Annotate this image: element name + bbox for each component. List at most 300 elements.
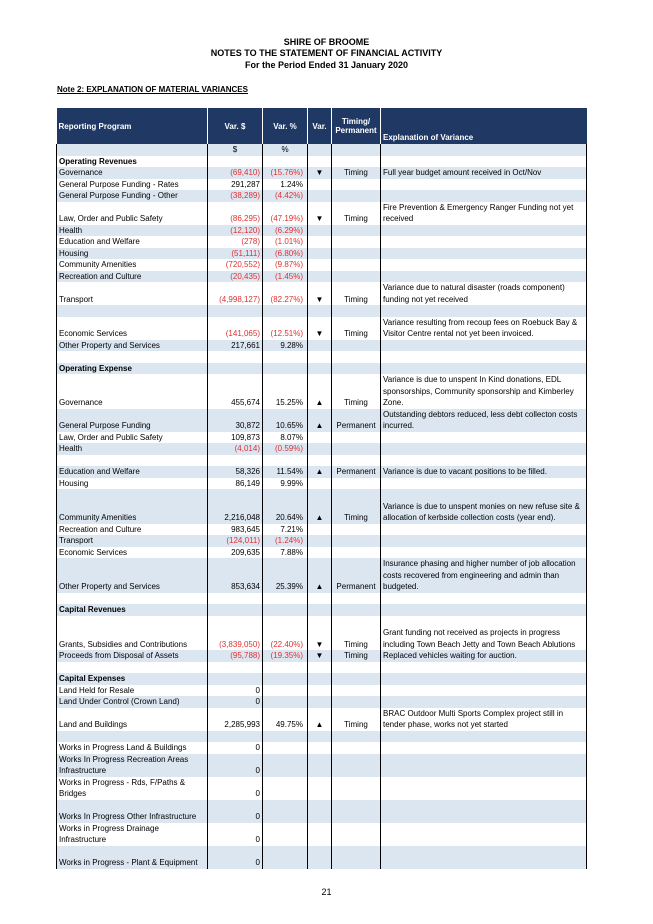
table-row <box>57 190 587 202</box>
var-dollar-cell: 853,634 <box>208 558 263 593</box>
arrow-cell <box>308 432 332 444</box>
program-cell: Education and Welfare <box>57 466 208 478</box>
table-row <box>57 259 587 271</box>
timing-cell <box>332 800 381 823</box>
var-dollar-cell: 0 <box>208 800 263 823</box>
program-cell <box>57 351 208 363</box>
arrow-cell <box>308 363 332 375</box>
program-cell: Housing <box>57 478 208 490</box>
arrow-down-icon: ▼ <box>308 650 332 662</box>
timing-cell <box>332 685 381 697</box>
table-row <box>57 696 587 708</box>
var-dollar-cell: 0 <box>208 754 263 777</box>
timing-cell <box>332 271 381 283</box>
var-dollar-cell <box>208 662 263 674</box>
var-dollar-cell: (51,111) <box>208 248 263 260</box>
timing-cell <box>332 259 381 271</box>
program-cell: General Purpose Funding <box>57 409 208 432</box>
program-cell <box>57 662 208 674</box>
timing-cell: Timing <box>332 650 381 662</box>
timing-cell <box>332 535 381 547</box>
explanation-cell: Grant funding not received as projects in progress including Town Beach Jetty and Town Beach Ablutions <box>381 616 587 651</box>
program-cell: General Purpose Funding - Other <box>57 190 208 202</box>
explanation-cell <box>381 179 587 191</box>
timing-cell <box>332 432 381 444</box>
explanation-cell <box>381 305 587 317</box>
program-cell: Works in Progress - Rds, F/Paths & Bridges <box>57 777 208 800</box>
var-dollar-cell: 0 <box>208 823 263 846</box>
explanation-cell <box>381 432 587 444</box>
var-pct-cell: 20.64% <box>263 489 308 524</box>
program-cell: Grants, Subsidies and Contributions <box>57 616 208 651</box>
var-pct-cell: (19.35%) <box>263 650 308 662</box>
var-dollar-cell: 0 <box>208 696 263 708</box>
var-pct-cell: 7.88% <box>263 547 308 559</box>
units-row <box>57 144 587 156</box>
blank-row <box>57 351 587 363</box>
explanation-cell <box>381 846 587 869</box>
timing-cell <box>332 777 381 800</box>
timing-cell <box>332 604 381 616</box>
var-pct-cell: 9.28% <box>263 340 308 352</box>
var-pct-cell: 15.25% <box>263 374 308 409</box>
explanation-cell <box>381 696 587 708</box>
table-row <box>57 432 587 444</box>
var-dollar-cell: (278) <box>208 236 263 248</box>
units-blank <box>57 144 208 156</box>
explanation-cell <box>381 455 587 467</box>
table-row <box>57 236 587 248</box>
explanation-cell <box>381 535 587 547</box>
org-name: SHIRE OF BROOME <box>283 37 370 47</box>
blank-row <box>57 731 587 743</box>
var-dollar-cell: (3,839,050) <box>208 616 263 651</box>
col-header-var-dollar: Var. $ <box>208 108 263 144</box>
var-pct-cell: (47.19%) <box>263 202 308 225</box>
timing-cell <box>332 547 381 559</box>
blank-row <box>57 305 587 317</box>
var-dollar-cell: 2,216,048 <box>208 489 263 524</box>
var-pct-cell <box>263 731 308 743</box>
var-pct-cell <box>263 662 308 674</box>
arrow-cell <box>308 225 332 237</box>
table-row <box>57 535 587 547</box>
program-cell: Transport <box>57 535 208 547</box>
var-dollar-cell <box>208 731 263 743</box>
var-dollar-cell: (720,552) <box>208 259 263 271</box>
var-dollar-cell: 30,872 <box>208 409 263 432</box>
table-row <box>57 282 587 305</box>
table-row <box>57 317 587 340</box>
timing-cell: Timing <box>332 489 381 524</box>
var-dollar-cell: 0 <box>208 742 263 754</box>
timing-cell <box>332 248 381 260</box>
timing-cell <box>332 236 381 248</box>
var-dollar-cell: (141,065) <box>208 317 263 340</box>
arrow-cell <box>308 305 332 317</box>
var-pct-cell: 11.54% <box>263 466 308 478</box>
var-dollar-cell <box>208 156 263 168</box>
table-row <box>57 823 587 846</box>
unit-pct: % <box>263 144 308 156</box>
var-dollar-cell: (4,014) <box>208 443 263 455</box>
program-cell: Land Under Control (Crown Land) <box>57 696 208 708</box>
var-dollar-cell: 109,873 <box>208 432 263 444</box>
arrow-cell <box>308 351 332 363</box>
var-dollar-cell: (4,998,127) <box>208 282 263 305</box>
table-row <box>57 248 587 260</box>
var-dollar-cell: 58,326 <box>208 466 263 478</box>
arrow-cell <box>308 443 332 455</box>
explanation-cell <box>381 731 587 743</box>
timing-cell <box>332 673 381 685</box>
explanation-cell <box>381 685 587 697</box>
table-row <box>57 489 587 524</box>
var-pct-cell <box>263 156 308 168</box>
var-dollar-cell: (69,410) <box>208 167 263 179</box>
table-row <box>57 846 587 869</box>
program-cell: Health <box>57 225 208 237</box>
var-pct-cell <box>263 673 308 685</box>
section-row <box>57 604 587 616</box>
explanation-cell <box>381 547 587 559</box>
explanation-cell <box>381 225 587 237</box>
timing-cell <box>332 593 381 605</box>
table-row <box>57 558 587 593</box>
explanation-cell: Outstanding debtors reduced, less debt collecton costs incurred. <box>381 409 587 432</box>
timing-cell: Timing <box>332 167 381 179</box>
program-cell <box>57 305 208 317</box>
program-cell: Economic Services <box>57 547 208 559</box>
var-dollar-cell: 0 <box>208 846 263 869</box>
col-header-explanation: Explanation of Variance <box>381 108 587 144</box>
var-pct-cell <box>263 800 308 823</box>
page-number: 21 <box>321 887 332 897</box>
table-row <box>57 742 587 754</box>
timing-cell <box>332 731 381 743</box>
explanation-cell <box>381 248 587 260</box>
arrow-cell <box>308 777 332 800</box>
explanation-cell: Variance is due to unspent monies on new refuse site & allocation of kerbside collection costs (year end). <box>381 489 587 524</box>
program-cell: Housing <box>57 248 208 260</box>
arrow-cell <box>308 673 332 685</box>
section-row <box>57 156 587 168</box>
program-cell <box>57 455 208 467</box>
arrow-up-icon: ▲ <box>308 409 332 432</box>
program-cell: Works in Progress - Plant & Equipment <box>57 846 208 869</box>
col-header-var-pct: Var. % <box>263 108 308 144</box>
timing-cell <box>332 190 381 202</box>
var-pct-cell: (9.87%) <box>263 259 308 271</box>
var-pct-cell: 8.07% <box>263 432 308 444</box>
arrow-cell <box>308 846 332 869</box>
var-pct-cell <box>263 754 308 777</box>
table-row <box>57 650 587 662</box>
var-dollar-cell: 0 <box>208 685 263 697</box>
var-dollar-cell: 455,674 <box>208 374 263 409</box>
var-pct-cell: (12.51%) <box>263 317 308 340</box>
arrow-cell <box>308 742 332 754</box>
blank-row <box>57 455 587 467</box>
section-row <box>57 363 587 375</box>
explanation-cell <box>381 754 587 777</box>
arrow-down-icon: ▼ <box>308 616 332 651</box>
timing-cell: Timing <box>332 202 381 225</box>
program-cell <box>57 593 208 605</box>
var-pct-cell <box>263 742 308 754</box>
program-cell: Other Property and Services <box>57 340 208 352</box>
timing-cell <box>332 524 381 536</box>
arrow-cell <box>308 271 332 283</box>
table-row <box>57 685 587 697</box>
timing-cell: Permanent <box>332 558 381 593</box>
var-pct-cell <box>263 777 308 800</box>
program-cell: Land and Buildings <box>57 708 208 731</box>
timing-cell: Timing <box>332 282 381 305</box>
explanation-cell <box>381 604 587 616</box>
program-cell: Works in Progress Land & Buildings <box>57 742 208 754</box>
unit-dollar: $ <box>208 144 263 156</box>
arrow-down-icon: ▼ <box>308 317 332 340</box>
var-dollar-cell: 217,661 <box>208 340 263 352</box>
var-pct-cell: 25.39% <box>263 558 308 593</box>
table-row <box>57 777 587 800</box>
explanation-cell <box>381 823 587 846</box>
arrow-cell <box>308 259 332 271</box>
timing-cell <box>332 443 381 455</box>
var-dollar-cell: (38,289) <box>208 190 263 202</box>
table-row <box>57 179 587 191</box>
explanation-cell: Insurance phasing and higher number of job allocation costs recovered from engineering and admin than budgeted. <box>381 558 587 593</box>
explanation-cell <box>381 190 587 202</box>
var-dollar-cell: (12,120) <box>208 225 263 237</box>
program-cell: Transport <box>57 282 208 305</box>
explanation-cell <box>381 340 587 352</box>
var-dollar-cell: 86,149 <box>208 478 263 490</box>
arrow-cell <box>308 731 332 743</box>
program-cell: Economic Services <box>57 317 208 340</box>
timing-cell <box>332 179 381 191</box>
var-pct-cell <box>263 351 308 363</box>
arrow-up-icon: ▲ <box>308 374 332 409</box>
arrow-cell <box>308 800 332 823</box>
arrow-cell <box>308 535 332 547</box>
var-pct-cell <box>263 846 308 869</box>
arrow-up-icon: ▲ <box>308 489 332 524</box>
table-row <box>57 202 587 225</box>
units-blank <box>381 144 587 156</box>
table-row <box>57 616 587 651</box>
explanation-cell <box>381 593 587 605</box>
arrow-cell <box>308 547 332 559</box>
var-pct-cell: 7.21% <box>263 524 308 536</box>
program-cell: Law, Order and Public Safety <box>57 202 208 225</box>
explanation-cell <box>381 742 587 754</box>
arrow-up-icon: ▲ <box>308 558 332 593</box>
program-cell: Governance <box>57 167 208 179</box>
table-body <box>57 144 587 869</box>
table-row <box>57 167 587 179</box>
program-cell: Works in Progress Drainage Infrastructure <box>57 823 208 846</box>
var-dollar-cell <box>208 351 263 363</box>
arrow-cell <box>308 478 332 490</box>
arrow-cell <box>308 823 332 846</box>
arrow-cell <box>308 236 332 248</box>
program-cell: Land Held for Resale <box>57 685 208 697</box>
var-pct-cell: (0.59%) <box>263 443 308 455</box>
col-header-program: Reporting Program <box>57 108 208 144</box>
timing-cell <box>332 156 381 168</box>
var-pct-cell: 9.99% <box>263 478 308 490</box>
table-row <box>57 478 587 490</box>
program-cell: Health <box>57 443 208 455</box>
col-header-var: Var. <box>308 108 332 144</box>
arrow-down-icon: ▼ <box>308 167 332 179</box>
timing-cell <box>332 478 381 490</box>
units-blank <box>332 144 381 156</box>
table-row <box>57 800 587 823</box>
explanation-cell <box>381 673 587 685</box>
table-row <box>57 374 587 409</box>
var-pct-cell: (1.45%) <box>263 271 308 283</box>
var-dollar-cell: 291,287 <box>208 179 263 191</box>
var-pct-cell: (6.80%) <box>263 248 308 260</box>
var-pct-cell: (22.40%) <box>263 616 308 651</box>
timing-cell <box>332 363 381 375</box>
arrow-cell <box>308 455 332 467</box>
var-pct-cell: 1.24% <box>263 179 308 191</box>
program-cell: Proceeds from Disposal of Assets <box>57 650 208 662</box>
timing-cell <box>332 340 381 352</box>
arrow-up-icon: ▲ <box>308 466 332 478</box>
table-row <box>57 271 587 283</box>
explanation-cell <box>381 156 587 168</box>
explanation-cell: Variance is due to vacant positions to be filled. <box>381 466 587 478</box>
timing-cell: Timing <box>332 616 381 651</box>
var-pct-cell <box>263 696 308 708</box>
document-title: NOTES TO THE STATEMENT OF FINANCIAL ACTIVITY <box>210 48 443 58</box>
var-dollar-cell <box>208 673 263 685</box>
timing-cell <box>332 225 381 237</box>
explanation-cell: Variance is due to unspent In Kind donations, EDL sponsorships, Community sponsorship and Kimberley Zone. <box>381 374 587 409</box>
table-row <box>57 708 587 731</box>
explanation-cell: Variance due to natural disaster (roads component) funding not yet received <box>381 282 587 305</box>
table-header-row <box>57 108 587 144</box>
explanation-cell <box>381 271 587 283</box>
table-row <box>57 225 587 237</box>
arrow-cell <box>308 685 332 697</box>
col-header-timing: Timing/ Permanent <box>332 108 381 144</box>
explanation-cell <box>381 236 587 248</box>
var-pct-cell <box>263 685 308 697</box>
table-row <box>57 340 587 352</box>
table-row <box>57 754 587 777</box>
blank-row <box>57 593 587 605</box>
program-cell: Works In Progress Other Infrastructure <box>57 800 208 823</box>
explanation-cell: Variance resulting from recoup fees on Roebuck Bay & Visitor Centre rental not yet been invoiced. <box>381 317 587 340</box>
timing-cell <box>332 742 381 754</box>
explanation-cell <box>381 443 587 455</box>
var-dollar-cell <box>208 363 263 375</box>
var-dollar-cell: (124,011) <box>208 535 263 547</box>
table-row <box>57 409 587 432</box>
timing-cell <box>332 662 381 674</box>
program-cell: Capital Expenses <box>57 673 208 685</box>
var-pct-cell: (82.27%) <box>263 282 308 305</box>
var-pct-cell: (1.01%) <box>263 236 308 248</box>
note-title: Note 2: EXPLANATION OF MATERIAL VARIANCES <box>57 85 248 94</box>
arrow-cell <box>308 179 332 191</box>
arrow-down-icon: ▼ <box>308 282 332 305</box>
var-pct-cell <box>263 823 308 846</box>
program-cell: Governance <box>57 374 208 409</box>
explanation-cell <box>381 800 587 823</box>
var-dollar-cell <box>208 305 263 317</box>
var-pct-cell: (15.76%) <box>263 167 308 179</box>
var-dollar-cell: 209,635 <box>208 547 263 559</box>
arrow-cell <box>308 754 332 777</box>
var-dollar-cell <box>208 593 263 605</box>
var-pct-cell: (4.42%) <box>263 190 308 202</box>
arrow-cell <box>308 340 332 352</box>
explanation-cell <box>381 363 587 375</box>
timing-cell: Timing <box>332 374 381 409</box>
timing-cell: Permanent <box>332 466 381 478</box>
program-cell: Community Amenities <box>57 259 208 271</box>
explanation-cell: Fire Prevention & Emergency Ranger Funding not yet received <box>381 202 587 225</box>
var-pct-cell: (6.29%) <box>263 225 308 237</box>
program-cell: Recreation and Culture <box>57 524 208 536</box>
explanation-cell: Full year budget amount received in Oct/Nov <box>381 167 587 179</box>
var-dollar-cell: (20,435) <box>208 271 263 283</box>
var-dollar-cell <box>208 455 263 467</box>
arrow-cell <box>308 662 332 674</box>
arrow-down-icon: ▼ <box>308 202 332 225</box>
section-row <box>57 673 587 685</box>
timing-cell <box>332 846 381 869</box>
arrow-cell <box>308 524 332 536</box>
program-cell: Community Amenities <box>57 489 208 524</box>
program-cell <box>57 731 208 743</box>
table-row <box>57 547 587 559</box>
arrow-cell <box>308 248 332 260</box>
timing-cell <box>332 823 381 846</box>
var-pct-cell: (1.24%) <box>263 535 308 547</box>
explanation-cell <box>381 524 587 536</box>
var-dollar-cell: 0 <box>208 777 263 800</box>
program-cell: Law, Order and Public Safety <box>57 432 208 444</box>
timing-cell <box>332 696 381 708</box>
timing-cell <box>332 754 381 777</box>
var-pct-cell: 10.65% <box>263 409 308 432</box>
program-cell: Other Property and Services <box>57 558 208 593</box>
program-cell: Capital Revenues <box>57 604 208 616</box>
var-pct-cell: 49.75% <box>263 708 308 731</box>
var-dollar-cell: 2,285,993 <box>208 708 263 731</box>
explanation-cell: BRAC Outdoor Multi Sports Complex project still in tender phase, works not yet started <box>381 708 587 731</box>
arrow-cell <box>308 593 332 605</box>
explanation-cell <box>381 662 587 674</box>
variance-table <box>56 108 587 869</box>
program-cell: Education and Welfare <box>57 236 208 248</box>
var-pct-cell <box>263 593 308 605</box>
var-pct-cell <box>263 305 308 317</box>
var-dollar-cell: (86,295) <box>208 202 263 225</box>
period-line: For the Period Ended 31 January 2020 <box>244 60 409 70</box>
var-pct-cell <box>263 363 308 375</box>
timing-cell <box>332 455 381 467</box>
arrow-cell <box>308 604 332 616</box>
